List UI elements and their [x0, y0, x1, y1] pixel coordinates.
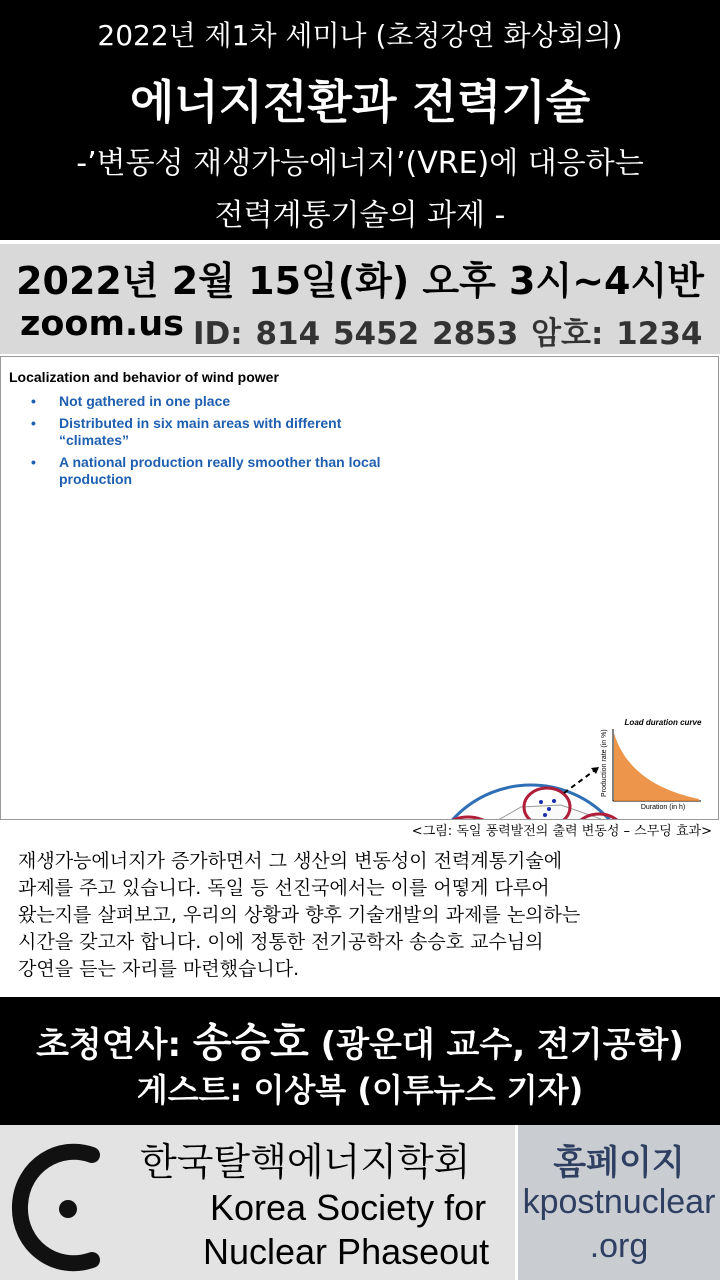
seminar-description	[18, 848, 708, 983]
slide-bullet: • A national production really smoother than local production	[31, 454, 401, 488]
seminar-title: 에너지전환과 전력기술	[129, 75, 591, 129]
slide-graphics	[1, 357, 718, 819]
arrowhead-icon	[591, 767, 599, 774]
invited-speaker	[0, 1011, 720, 1068]
organization-name-korean: 한국탈핵에너지학회	[140, 1140, 471, 1184]
description-line: 과제를 주고 있습니다. 독일 등 선진국에서는 이를 어떻게 다루어	[18, 877, 550, 899]
event-info-band	[0, 244, 720, 354]
speaker-label: 초청연사:	[36, 1025, 193, 1065]
seminar-topic-line1: -’변동성 재생가능에너지’(VRE)에 대응하는	[76, 146, 644, 181]
description-line: 왔는지를 살펴보고, 우리의 상황과 향후 기술개발의 과제를 논의하는	[18, 904, 581, 926]
speaker-band	[0, 997, 720, 1125]
seminar-header	[0, 0, 720, 240]
seminar-topic-line2: 전력계통기술의 과제 -	[214, 198, 506, 233]
description-line: 강연을 듣는 자리를 마련했습니다.	[18, 958, 300, 980]
description-line: 재생가능에너지가 증가하면서 그 생산의 변동성이 전력계통기술에	[18, 850, 563, 872]
guest-info: 게스트: 이상복 (이투뉴스 기자)	[136, 1071, 584, 1109]
seminar-subtitle: 2022년 제1차 세미나 (초청강연 화상회의)	[97, 19, 623, 52]
organization-logo-icon	[0, 1125, 130, 1280]
slide-bullet: • Not gathered in one place	[31, 393, 401, 410]
organization-name-english-line1: Korea Society for	[210, 1187, 487, 1228]
homepage-url-line1[interactable]: kpostnuclear	[522, 1183, 716, 1221]
figure-caption: <그림: 독일 풍력발전의 출력 변동성 – 스무딩 효과>	[411, 824, 712, 839]
slide-title: Localization and behavior of wind power	[9, 369, 279, 385]
zoom-platform: zoom.us	[20, 304, 184, 344]
duration-curve-ylabel-top: Production rate (in %)	[601, 729, 608, 797]
homepage-url-line2[interactable]: .org	[589, 1227, 649, 1265]
homepage-block	[515, 1125, 720, 1280]
organization-name-english-line2: Nuclear Phaseout	[203, 1231, 490, 1272]
duration-curve-xlabel-top: Duration (in h)	[640, 804, 686, 811]
wind-power-slide-figure	[0, 356, 719, 820]
homepage-label: 홈페이지	[553, 1143, 685, 1183]
event-date: 2022년 2월 15일(화) 오후 3시~4시반	[16, 259, 704, 303]
duration-curve-fill-orange	[614, 733, 699, 801]
description-line: 시간을 갖고자 합니다. 이에 정통한 전기공학자 송승호 교수님의	[18, 931, 544, 953]
speaker-affiliation: (광운대 교수, 전기공학)	[308, 1025, 684, 1065]
load-duration-curve-top	[601, 718, 702, 811]
speaker-name: 송승호	[192, 1020, 309, 1066]
zoom-meeting-info: ID: 814 5452 2853 암호: 1234	[193, 316, 703, 352]
duration-curve-title-top: Load duration curve	[624, 718, 702, 727]
slide-bullet: • Distributed in six main areas with different “climates”	[31, 415, 401, 449]
organization-block	[0, 1125, 515, 1280]
